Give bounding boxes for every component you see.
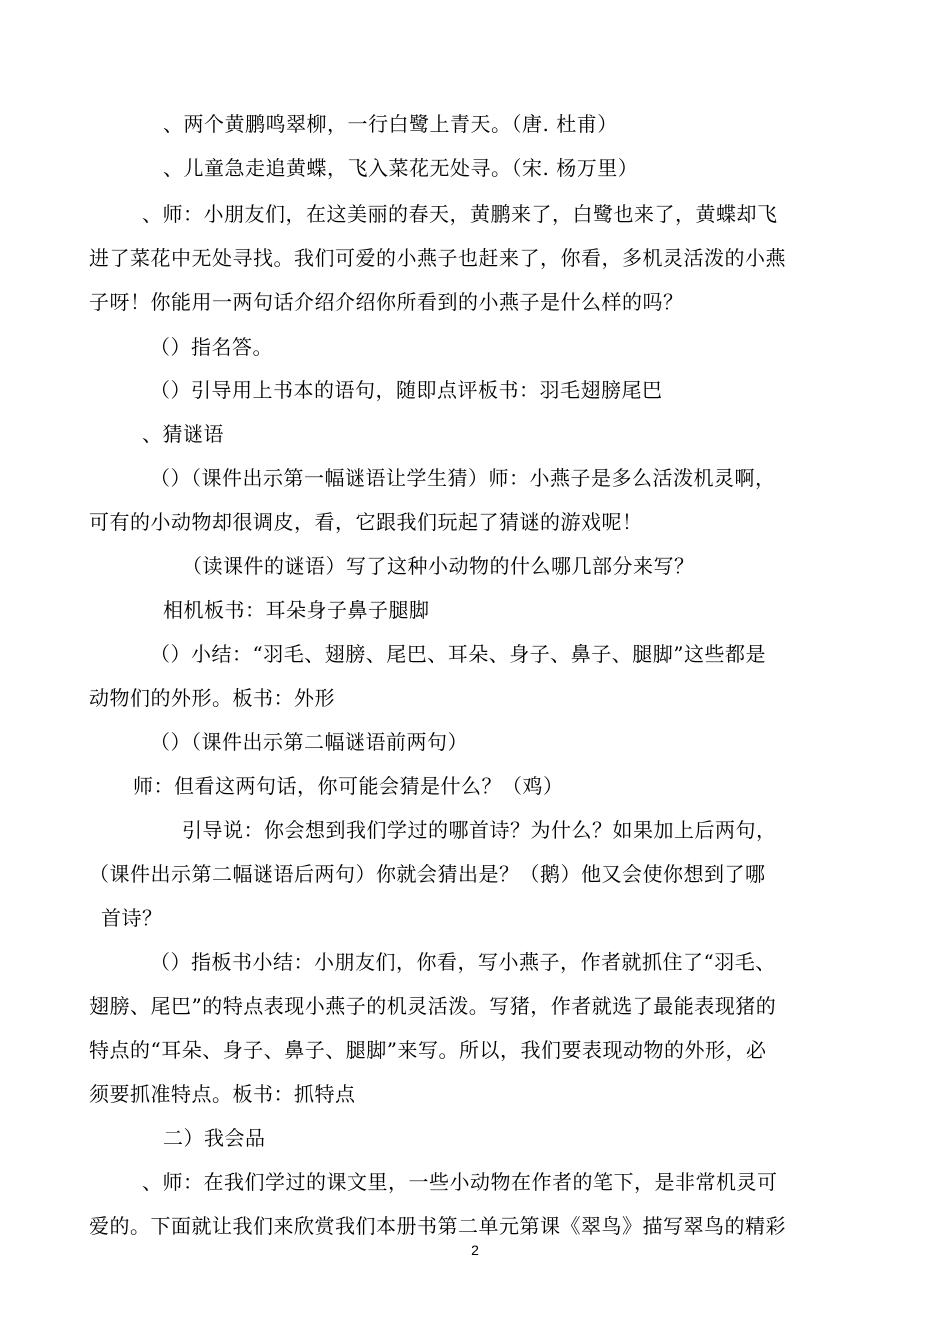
paragraph-line: （）指名答。: [150, 335, 273, 359]
paragraph-line: 子呀！你能用一两句话介绍介绍你所看到的小燕子是什么样的吗？: [89, 290, 684, 314]
paragraph-line: 进了菜花中无处寻找。我们可爱的小燕子也赶来了，你看，多机灵活泼的小燕: [89, 246, 786, 270]
paragraph-line: （课件出示第二幅谜语后两句）你就会猜出是？（鹅）他又会使你想到了哪: [89, 862, 766, 886]
paragraph-line: （）小结：“羽毛、翅膀、尾巴、耳朵、身子、鼻子、腿脚”这些都是: [150, 642, 766, 666]
paragraph-line: 动物们的外形。板书：外形: [89, 686, 335, 710]
paragraph-line: （）引导用上书本的语句，随即点评板书：羽毛翅膀尾巴: [150, 378, 663, 402]
paragraph-line: 引导说：你会想到我们学过的哪首诗？为什么？如果加上后两句，: [182, 818, 777, 842]
poem-line-1: 、两个黄鹏鸣翠柳，一行白鹭上青天。（唐. 杜甫）: [163, 112, 618, 136]
section-heading: 、猜谜语: [142, 422, 224, 446]
paragraph-line: 相机板书：耳朵身子鼻子腿脚: [163, 598, 430, 622]
paragraph-line: 翅膀、尾巴”的特点表现小燕子的机灵活泼。写猪，作者就选了最能表现猪的: [89, 994, 777, 1018]
paragraph-line: 、师：小朋友们，在这美丽的春天，黄鹏来了，白鹭也来了，黄蝶却飞: [142, 202, 778, 226]
paragraph-line: （）（课件出示第二幅谜语前两句）: [150, 730, 468, 754]
paragraph-line: 爱的。下面就让我们来欣赏我们本册书第二单元第课《翠鸟》描写翠鸟的精彩: [89, 1214, 786, 1238]
paragraph-line: 首诗？: [101, 906, 163, 930]
section-heading: 二）我会品: [163, 1126, 266, 1150]
page-number: 2: [471, 1242, 479, 1258]
paragraph-line: （）指板书小结：小朋友们，你看，写小燕子，作者就抓住了“羽毛、: [150, 950, 776, 974]
paragraph-line: 须要抓准特点。板书：抓特点: [89, 1082, 356, 1106]
paragraph-line: 师：但看这两句话，你可能会猜是什么？（鸡）: [133, 774, 564, 798]
paragraph-line: 可有的小动物却很调皮，看，它跟我们玩起了猜谜的游戏呢！: [89, 510, 643, 534]
poem-line-2: 、儿童急走追黄蝶，飞入菜花无处寻。（宋. 杨万里）: [163, 156, 639, 180]
paragraph-line: 特点的“耳朵、身子、鼻子、腿脚”来写。所以，我们要表现动物的外形，必: [89, 1038, 767, 1062]
paragraph-line: （读课件的谜语）写了这种小动物的什么哪几部分来写？: [182, 554, 695, 578]
paragraph-line: （）（课件出示第一幅谜语让学生猜）师：小燕子是多么活泼机灵啊，: [150, 466, 776, 490]
paragraph-line: 、师：在我们学过的课文里，一些小动物在作者的笔下，是非常机灵可: [142, 1170, 778, 1194]
